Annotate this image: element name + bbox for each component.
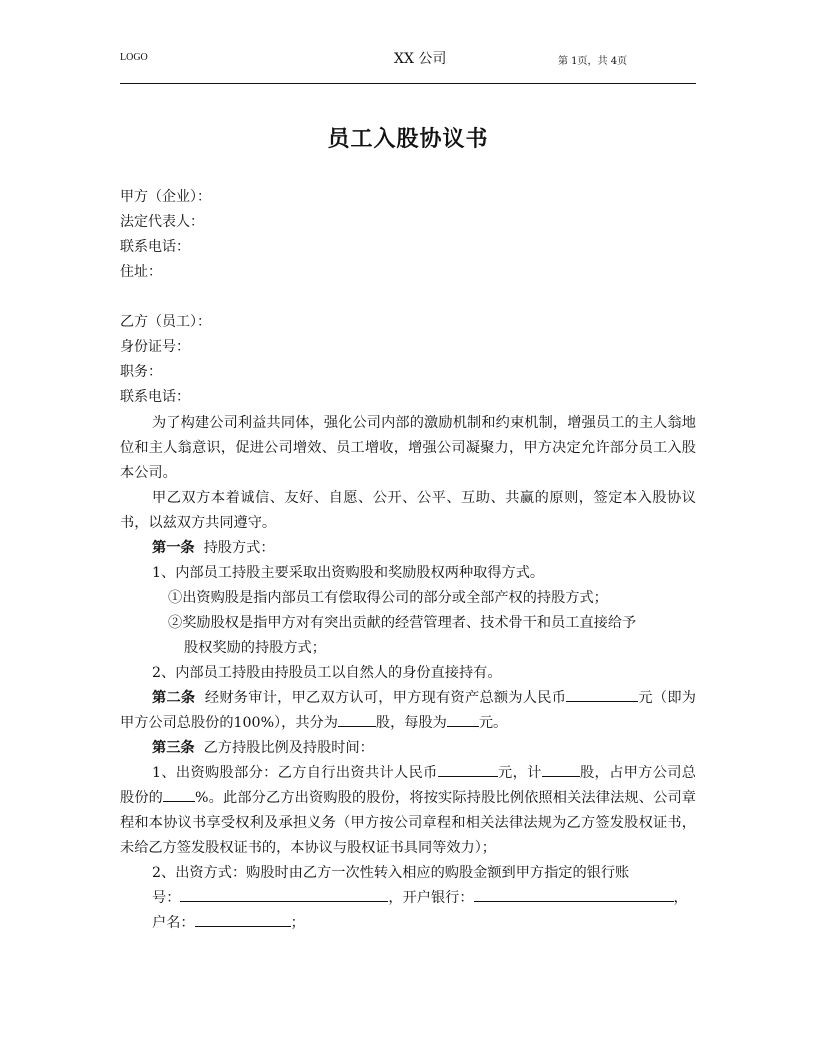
article-3-item-2-line3 (120, 911, 696, 936)
total-assets-blank[interactable] (566, 686, 638, 702)
account-name-label: 户名： (152, 915, 195, 931)
party-b-id-label: 身份证号： (120, 339, 190, 355)
article-1-item-1: 1、内部员工持股主要采取出资购股和奖励股权两种取得方式。 (152, 565, 545, 581)
bank-label: ，开户银行： (388, 890, 474, 906)
party-a-phone-label: 联系电话： (120, 239, 190, 255)
share-percentage-blank[interactable] (163, 786, 195, 802)
article-1-heading-text: 持股方式： (203, 540, 275, 556)
party-b-name-label: 乙方（员工）： (120, 314, 211, 330)
article-2-text-4: 元。 (478, 715, 508, 731)
article-1-number: 第一条 (152, 540, 195, 556)
article-3-item-2-line2 (120, 886, 696, 911)
article-3-item-2-line1: 2、出资方式：购股时由乙方一次性转入相应的购股金额到甲方指定的银行账 (152, 865, 630, 881)
bank-account-blank[interactable] (180, 886, 388, 902)
party-fields (120, 185, 696, 410)
article-1-item-1b-line1: ②奖励股权是指甲方对有突出贡献的经营管理者、技术骨干和员工直接给予 (168, 615, 637, 631)
party-b-position-label: 职务： (120, 364, 162, 380)
bank-label-end: ， (673, 890, 688, 906)
price-per-share-blank[interactable] (447, 711, 479, 727)
party-b-phone-label: 联系电话： (120, 389, 190, 405)
account-name-blank[interactable] (195, 911, 291, 927)
article-2-paragraph (120, 686, 696, 736)
page-header (120, 44, 696, 74)
article-3-heading-text: 乙方持股比例及持股时间： (203, 740, 374, 756)
article-3-item-1-text-1: 1、出资购股部分：乙方自行出资共计人民币 (152, 765, 438, 781)
party-a-rep-label: 法定代表人： (120, 214, 204, 230)
article-3-number: 第三条 (152, 740, 195, 756)
article-1-item-2: 2、内部员工持股由持股员工以自然人的身份直接持有。 (152, 665, 502, 681)
article-1-heading (120, 536, 696, 561)
account-label: 号： (152, 890, 181, 906)
article-2-text-1: 经财务审计，甲乙双方认可，甲方现有资产总额为人民币 (204, 690, 567, 706)
article-3-item-1-text-2: 元，计 (497, 765, 542, 781)
document-title: 员工入股协议书 (327, 126, 489, 152)
article-2-text-3: 股，每股为 (375, 715, 447, 731)
header-company-name: XX 公司 (394, 51, 447, 67)
article-3-item-1 (120, 761, 696, 861)
article-3-item-1-text-3: 股，占甲方公司总股份的 (120, 765, 696, 806)
article-3-item-1-text-4: %。此部分乙方出资购股的股份，将按实际持股比例依照相关法律法规、公司章程和本协议书享受权利及承担义务（甲方按公司章程和相关法律法规为乙方签发股权证书，未给乙方签发股权证书的，本协议与股权证书具同等效力）； (120, 790, 696, 856)
header-logo: LOGO (120, 52, 148, 63)
party-a-address-label: 住址： (120, 264, 162, 280)
preamble-paragraph-1: 为了构建公司利益共同体，强化公司内部的激励机制和约束机制，增强员工的主人翁地位和主人翁意识，促进公司增效、员工增收，增强公司凝聚力，甲方决定允许部分员工入股本公司。 (120, 415, 696, 481)
article-2-text-2: 元（即为甲方公司总股份的100%），共分为 (120, 690, 696, 731)
total-shares-blank[interactable] (338, 711, 376, 727)
article-3-heading (120, 736, 696, 761)
party-a-name-label: 甲方（企业）： (120, 189, 211, 205)
header-divider (120, 83, 696, 84)
article-2-number: 第二条 (152, 690, 196, 706)
share-count-blank[interactable] (542, 761, 580, 777)
article-1-item-1a: ①出资购股是指内部员工有偿取得公司的部分或全部产权的持股方式； (168, 590, 608, 606)
preamble-paragraph-2: 甲乙双方本着诚信、友好、自愿、公开、公平、互助、共赢的原则，签定本入股协议书，以兹双方共同遵守。 (120, 490, 696, 531)
investment-amount-blank[interactable] (438, 761, 498, 777)
spacer (120, 285, 696, 310)
account-name-end: ； (290, 915, 305, 931)
article-1-item-1b-line2: 股权奖励的持股方式； (184, 640, 326, 656)
agreement-body (120, 411, 696, 936)
header-page-info: 第 1页，共 4页 (558, 56, 628, 67)
bank-name-blank[interactable] (474, 886, 674, 902)
